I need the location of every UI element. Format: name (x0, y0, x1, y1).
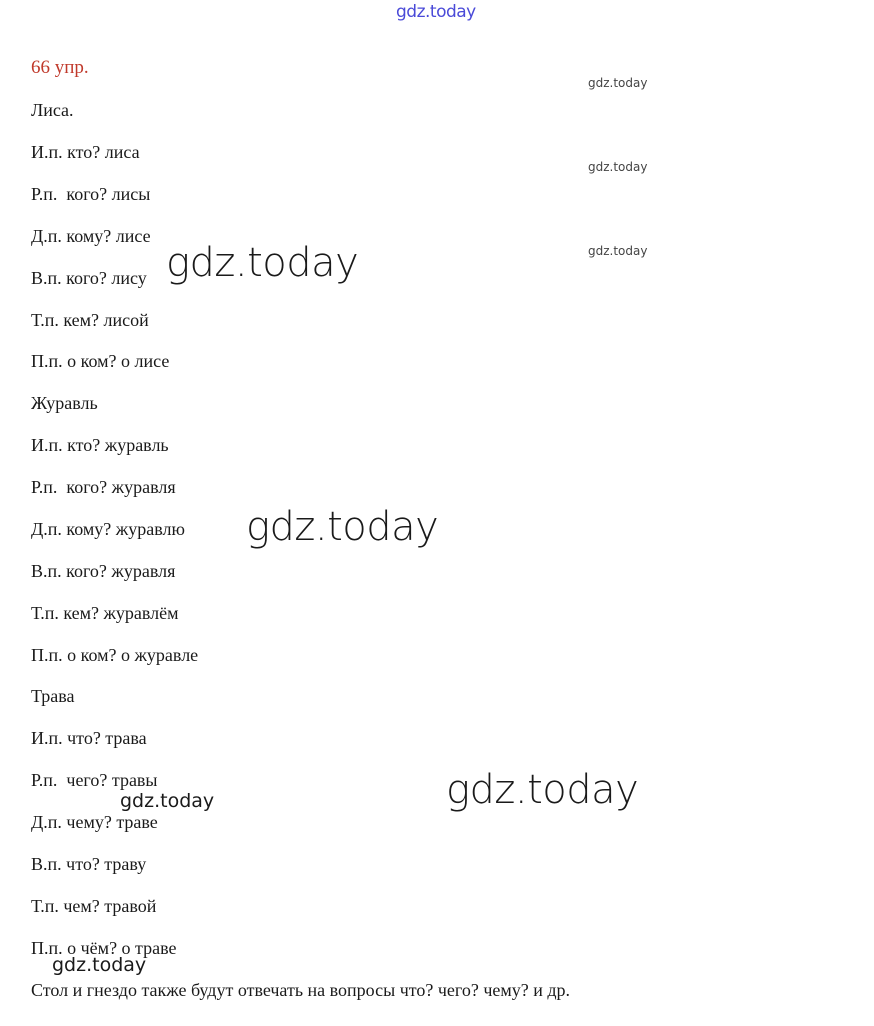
exercise-line: В.п. кого? лису (31, 268, 147, 288)
exercise-line: Т.п. чем? травой (31, 896, 157, 916)
watermark-small: gdz.today (588, 244, 648, 258)
exercise-line: П.п. о ком? о лисе (31, 351, 170, 371)
watermark-large: gdz.today (246, 504, 439, 550)
exercise-line: В.п. кого? журавля (31, 561, 176, 581)
exercise-conclusion: Стол и гнездо также будут отвечать на вопросы что? чего? чему? и др. (31, 980, 571, 1000)
exercise-line: Т.п. кем? лисой (31, 310, 149, 330)
exercise-line: Р.п. чего? травы (31, 770, 158, 790)
watermark-large: gdz.today (166, 240, 359, 286)
exercise-line: Д.п. чему? траве (31, 812, 158, 832)
exercise-line: Трава (31, 686, 75, 706)
watermark-medium: gdz.today (120, 790, 215, 812)
watermark-small: gdz.today (588, 76, 648, 90)
exercise-line: Журавль (31, 393, 98, 413)
exercise-line: Д.п. кому? лисе (31, 226, 151, 246)
exercise-line: П.п. о ком? о журавле (31, 645, 199, 665)
exercise-line: Р.п. кого? журавля (31, 477, 176, 497)
exercise-line: Т.п. кем? журавлём (31, 603, 179, 623)
watermark-small: gdz.today (588, 160, 648, 174)
exercise-line: Д.п. кому? журавлю (31, 519, 185, 539)
exercise-line: В.п. что? траву (31, 854, 147, 874)
header-watermark: gdz.today (396, 2, 476, 22)
exercise-line: И.п. что? трава (31, 728, 147, 748)
exercise-line: И.п. кто? лиса (31, 142, 140, 162)
exercise-line: И.п. кто? журавль (31, 435, 169, 455)
watermark-medium: gdz.today (52, 954, 147, 976)
watermark-large: gdz.today (446, 767, 639, 813)
exercise-line: Р.п. кого? лисы (31, 184, 151, 204)
exercise-line: Лиса. (31, 100, 74, 120)
exercise-title: 66 упр. (31, 57, 89, 78)
exercise-line: П.п. о чём? о траве (31, 938, 177, 958)
